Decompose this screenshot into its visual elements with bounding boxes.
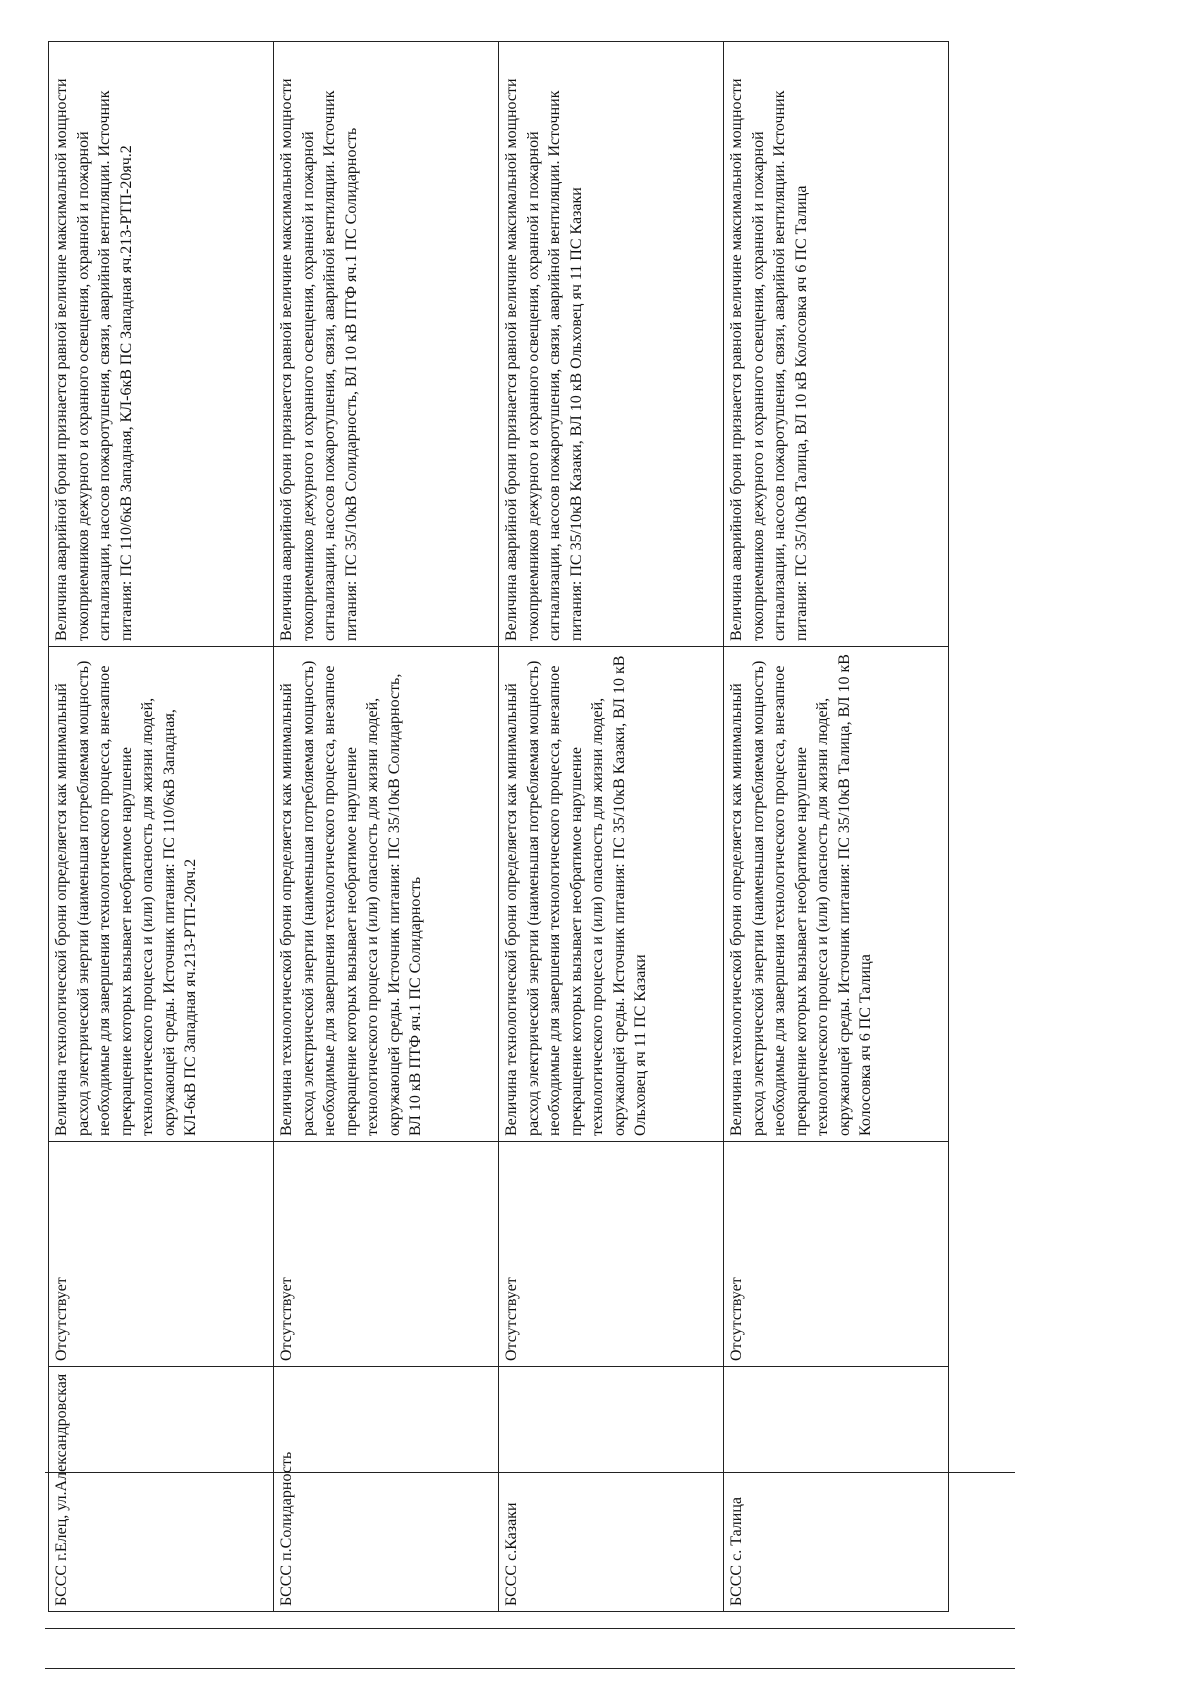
emergency-reserve-cell: Величина аварийной брони признается равной величине максимальной мощности токоприемников дежурного и охранного освещения, охранной и пожарной сигнализации, насосов пожаротушения, связи, аварийной вентиляции. Источник питания: ПС 110/6кВ Западная, КЛ-6кВ ПС Западная яч.213-РТП-20яч.2 <box>49 42 274 647</box>
status-cell: Отсутствует <box>274 1142 499 1367</box>
tech-reserve-cell: Величина технологической брони определяется как минимальный расход электрической энергии (наименьшая потребляемая мощность) необходимые для завершения технологического процесса, внезапное прекращение которых вызывает необратимое нарушение технологического процесса и (или) опасность для жизни людей, окружающей среды. Источник питания: ПС 35/10кВ Солидарность, ВЛ 10 кВ ПТФ яч.1 ПС Солидарность <box>274 647 499 1142</box>
table-row <box>274 42 499 1612</box>
tech-reserve-cell: Величина технологической брони определяется как минимальный расход электрической энергии (наименьшая потребляемая мощность) необходимые для завершения технологического процесса, внезапное прекращение которых вызывает необратимое нарушение технологического процесса и (или) опасность для жизни людей, окружающей среды. Источник питания: ПС 35/10кВ Талица, ВЛ 10 кВ Колосовка яч 6 ПС Талица <box>724 647 949 1142</box>
object-name-cell: БССС с.Казаки <box>499 1367 724 1612</box>
table-row <box>499 42 724 1612</box>
bottom-divider-line <box>45 1628 1015 1629</box>
status-cell: Отсутствует <box>499 1142 724 1367</box>
table-row <box>49 42 274 1612</box>
object-name-cell: БССС г.Елец, ул.Александровская <box>49 1367 274 1612</box>
status-cell: Отсутствует <box>724 1142 949 1367</box>
status-cell: Отсутствует <box>49 1142 274 1367</box>
bottom-divider-line <box>45 1668 1015 1669</box>
tech-reserve-cell: Величина технологической брони определяется как минимальный расход электрической энергии (наименьшая потребляемая мощность) необходимые для завершения технологического процесса, внезапное прекращение которых вызывает необратимое нарушение технологического процесса и (или) опасность для жизни людей, окружающей среды. Источник питания: ПС 35/10кВ Казаки, ВЛ 10 кВ Ольховец яч 11 ПС Казаки <box>499 647 724 1142</box>
emergency-reserve-cell: Величина аварийной брони признается равной величине максимальной мощности токоприемников дежурного и охранного освещения, охранной и пожарной сигнализации, насосов пожаротушения, связи, аварийной вентиляции. Источник питания: ПС 35/10кВ Казаки, ВЛ 10 кВ Ольховец яч 11 ПС Казаки <box>499 42 724 647</box>
tech-reserve-cell: Величина технологической брони определяется как минимальный расход электрической энергии (наименьшая потребляемая мощность) необходимые для завершения технологического процесса, внезапное прекращение которых вызывает необратимое нарушение технологического процесса и (или) опасность для жизни людей, окружающей среды. Источник питания: ПС 110/6кВ Западная, КЛ-6кВ ПС Западная яч.213-РТП-20яч.2 <box>49 647 274 1142</box>
bottom-divider-line <box>45 1472 1015 1473</box>
emergency-reserve-cell: Величина аварийной брони признается равной величине максимальной мощности токоприемников дежурного и охранного освещения, охранной и пожарной сигнализации, насосов пожаротушения, связи, аварийной вентиляции. Источник питания: ПС 35/10кВ Солидарность, ВЛ 10 кВ ПТФ яч.1 ПС Солидарность <box>274 42 499 647</box>
rotated-table-container <box>48 42 948 1612</box>
reserve-table <box>48 41 949 1612</box>
table-row <box>724 42 949 1612</box>
object-name-cell: БССС с. Талица <box>724 1367 949 1612</box>
emergency-reserve-cell: Величина аварийной брони признается равной величине максимальной мощности токоприемников дежурного и охранного освещения, охранной и пожарной сигнализации, насосов пожаротушения, связи, аварийной вентиляции. Источник питания: ПС 35/10кВ Талица, ВЛ 10 кВ Колосовка яч 6 ПС Талица <box>724 42 949 647</box>
object-name-cell: БССС п.Солидарность <box>274 1367 499 1612</box>
